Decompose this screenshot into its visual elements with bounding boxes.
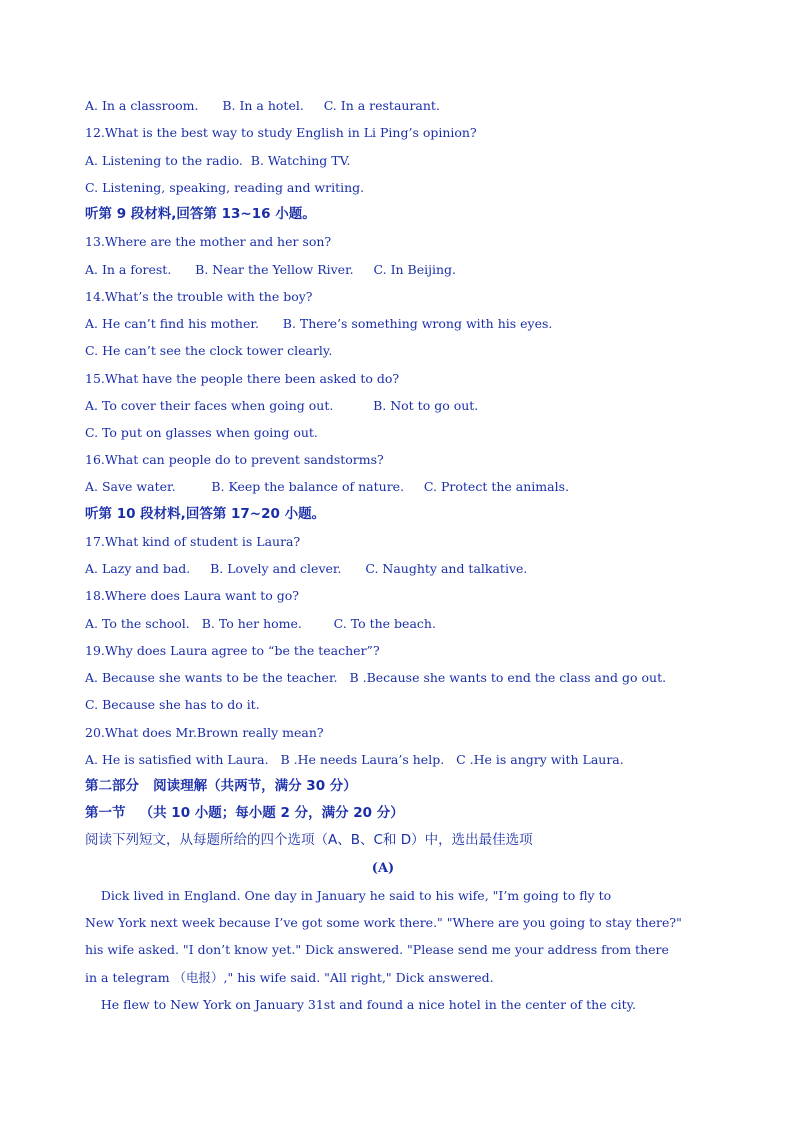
q13-options: A. In a forest. B. Near the Yellow River. C. In Beijing. [85, 262, 457, 277]
passage-line-4: in a telegram （电报）," his wife said. "All right," Dick answered. [85, 970, 494, 985]
q14-question: 14.What’s the trouble with the boy? [85, 289, 313, 304]
q12-options-ab: A. Listening to the radio. B. Watching TV. [85, 153, 351, 168]
q15-options-ab: A. To cover their faces when going out. B. Not to go out. [85, 398, 479, 413]
q16-options: A. Save water. B. Keep the balance of nature. C. Protect the animals. [85, 479, 569, 494]
section-heading-9: 听第 9 段材料,回答第 13~16 小题。 [85, 206, 316, 222]
part-two-heading: 第二部分 阅读理解（共两节，满分 30 分） [85, 778, 357, 794]
q14-option-c: C. He can’t see the clock tower clearly. [85, 343, 333, 358]
q17-question: 17.What kind of student is Laura? [85, 534, 301, 549]
section-heading-10: 听第 10 段材料,回答第 17~20 小题。 [85, 506, 326, 522]
q11-options: A. In a classroom. B. In a hotel. C. In a restaurant. [85, 98, 440, 113]
q16-question: 16.What can people do to prevent sandstorms? [85, 452, 384, 467]
q17-options: A. Lazy and bad. B. Lovely and clever. C. Naughty and talkative. [85, 561, 528, 576]
passage-line-1: Dick lived in England. One day in January he said to his wife, "I’m going to fly to [85, 888, 612, 903]
q14-options-ab: A. He can’t find his mother. B. There’s something wrong with his eyes. [85, 316, 553, 331]
passage-line-2: New York next week because I’ve got some work there." "Where are you going to stay there?" [85, 915, 682, 930]
passage-label-a: (A) [371, 861, 395, 876]
q19-options-ab: A. Because she wants to be the teacher. B .Because she wants to end the class and go out. [85, 670, 667, 685]
passage-line-3: his wife asked. "I don’t know yet." Dick answered. "Please send me your address from there [85, 942, 669, 957]
section-one-heading: 第一节 （共 10 小题；每小题 2 分，满分 20 分） [85, 805, 404, 821]
passage-line-5: He flew to New York on January 31st and found a nice hotel in the center of the city. [85, 997, 636, 1012]
q18-options: A. To the school. B. To her home. C. To the beach. [85, 616, 436, 631]
q12-question: 12.What is the best way to study English in Li Ping’s opinion? [85, 125, 477, 140]
reading-instructions: 阅读下列短文，从每题所给的四个选项（A、B、C和 D）中，选出最佳选项 [85, 832, 533, 848]
q20-question: 20.What does Mr.Brown really mean? [85, 725, 324, 740]
q12-option-c: C. Listening, speaking, reading and writing. [85, 180, 365, 195]
q20-options: A. He is satisfied with Laura. B .He needs Laura’s help. C .He is angry with Laura. [85, 752, 624, 767]
q15-option-c: C. To put on glasses when going out. [85, 425, 318, 440]
q13-question: 13.Where are the mother and her son? [85, 234, 332, 249]
q18-question: 18.Where does Laura want to go? [85, 588, 299, 603]
q15-question: 15.What have the people there been asked to do? [85, 371, 400, 386]
q19-question: 19.Why does Laura agree to “be the teacher”? [85, 643, 380, 658]
q19-option-c: C. Because she has to do it. [85, 697, 260, 712]
